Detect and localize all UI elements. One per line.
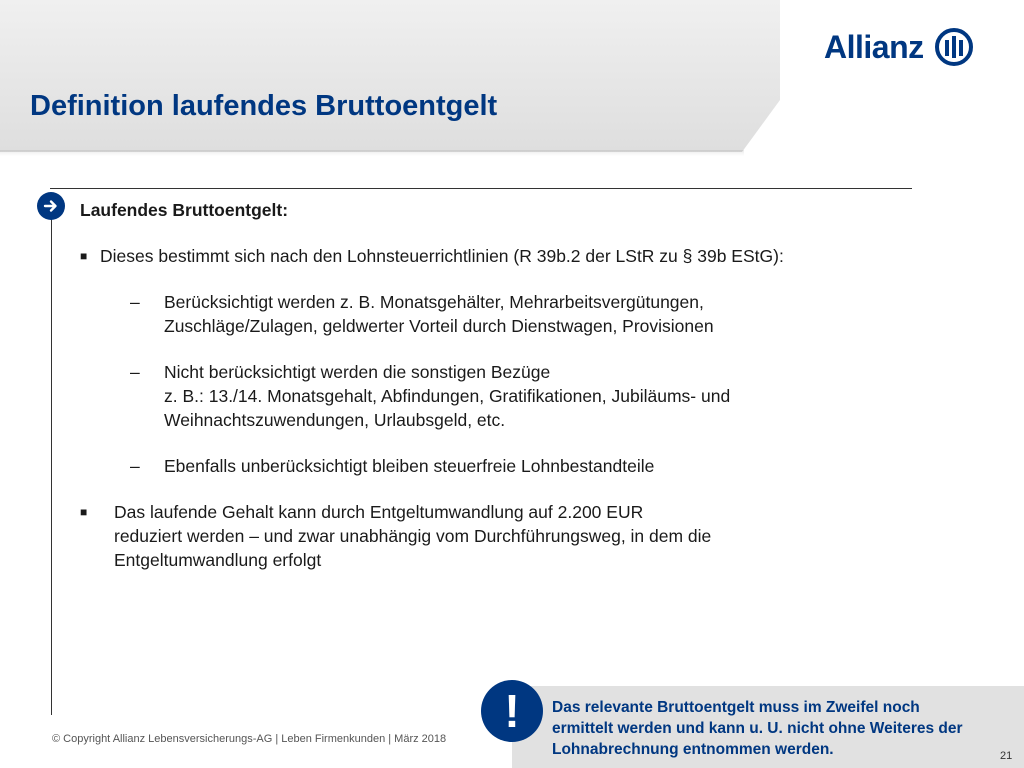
allianz-logo-icon: [934, 27, 974, 67]
square-bullet-icon: ■: [80, 505, 88, 519]
sub-item-steuerfrei: [80, 454, 910, 478]
page-number: 21: [1000, 750, 1013, 762]
dash-marker: –: [130, 362, 140, 382]
note-line: ermittelt werden und kann u. U. nicht ohne Weiteres der: [552, 720, 963, 737]
section-heading: Laufendes Bruttoentgelt:: [80, 200, 289, 220]
footer-copyright: © Copyright Allianz Lebensversicherungs-AG | Leben Firmenkunden | März 2018: [52, 733, 447, 745]
note-line: Lohnabrechnung entnommen werden.: [552, 741, 834, 758]
sub-item-line: Ebenfalls unberücksichtigt bleiben steuerfreie Lohnbestandteile: [164, 456, 655, 476]
header-band: [0, 0, 780, 152]
page-title: Definition laufendes Bruttoentgelt: [30, 90, 498, 122]
bullet-item-lohnsteuer: [80, 244, 910, 268]
bullet-item-entgeltumwandlung: [80, 500, 910, 572]
dash-marker: –: [130, 292, 140, 312]
sub-list: [80, 290, 910, 478]
sub-item-text: [164, 360, 910, 432]
sub-item-line: Berücksichtigt werden z. B. Monatsgehälter, Mehrarbeitsvergütungen,: [164, 292, 704, 312]
arrow-right-icon: [37, 192, 65, 220]
sub-item-line: Zuschläge/Zulagen, geldwerter Vorteil durch Dienstwagen, Provisionen: [164, 316, 714, 336]
header-shadow: [0, 150, 744, 156]
sub-item-beruecksichtigt: [80, 290, 910, 338]
sub-item-text: [164, 290, 910, 338]
bullet-line: Das laufende Gehalt kann durch Entgeltumwandlung auf 2.200 EUR: [114, 502, 644, 522]
note-text: [552, 697, 1012, 760]
sub-item-line: z. B.: 13./14. Monatsgehalt, Abfindungen, Gratifikationen, Jubiläums- und: [164, 386, 731, 406]
bullet-text: [114, 500, 910, 572]
sub-item-nicht-beruecksichtigt: [80, 360, 910, 432]
main-content: [80, 198, 910, 594]
bullet-line: reduziert werden – und zwar unabhängig vom Durchführungsweg, in dem die: [114, 526, 712, 546]
bullet-line: Entgeltumwandlung erfolgt: [114, 550, 322, 570]
square-bullet-icon: ■: [80, 249, 88, 263]
bullet-text: Dieses bestimmt sich nach den Lohnsteuerrichtlinien (R 39b.2 der LStR zu § 39b EStG):: [100, 246, 784, 266]
top-divider: [50, 188, 912, 189]
note-line: Das relevante Bruttoentgelt muss im Zweifel noch: [552, 699, 920, 716]
sub-item-text: [164, 454, 910, 478]
dash-marker: –: [130, 456, 140, 476]
logo-wordmark: Allianz: [824, 28, 924, 65]
sub-item-line: Weihnachtszuwendungen, Urlaubsgeld, etc.: [164, 410, 506, 430]
side-divider: [51, 200, 52, 715]
allianz-logo: [824, 26, 974, 68]
sub-item-line: Nicht berücksichtigt werden die sonstigen Bezüge: [164, 362, 551, 382]
exclamation-icon: !: [481, 680, 543, 742]
